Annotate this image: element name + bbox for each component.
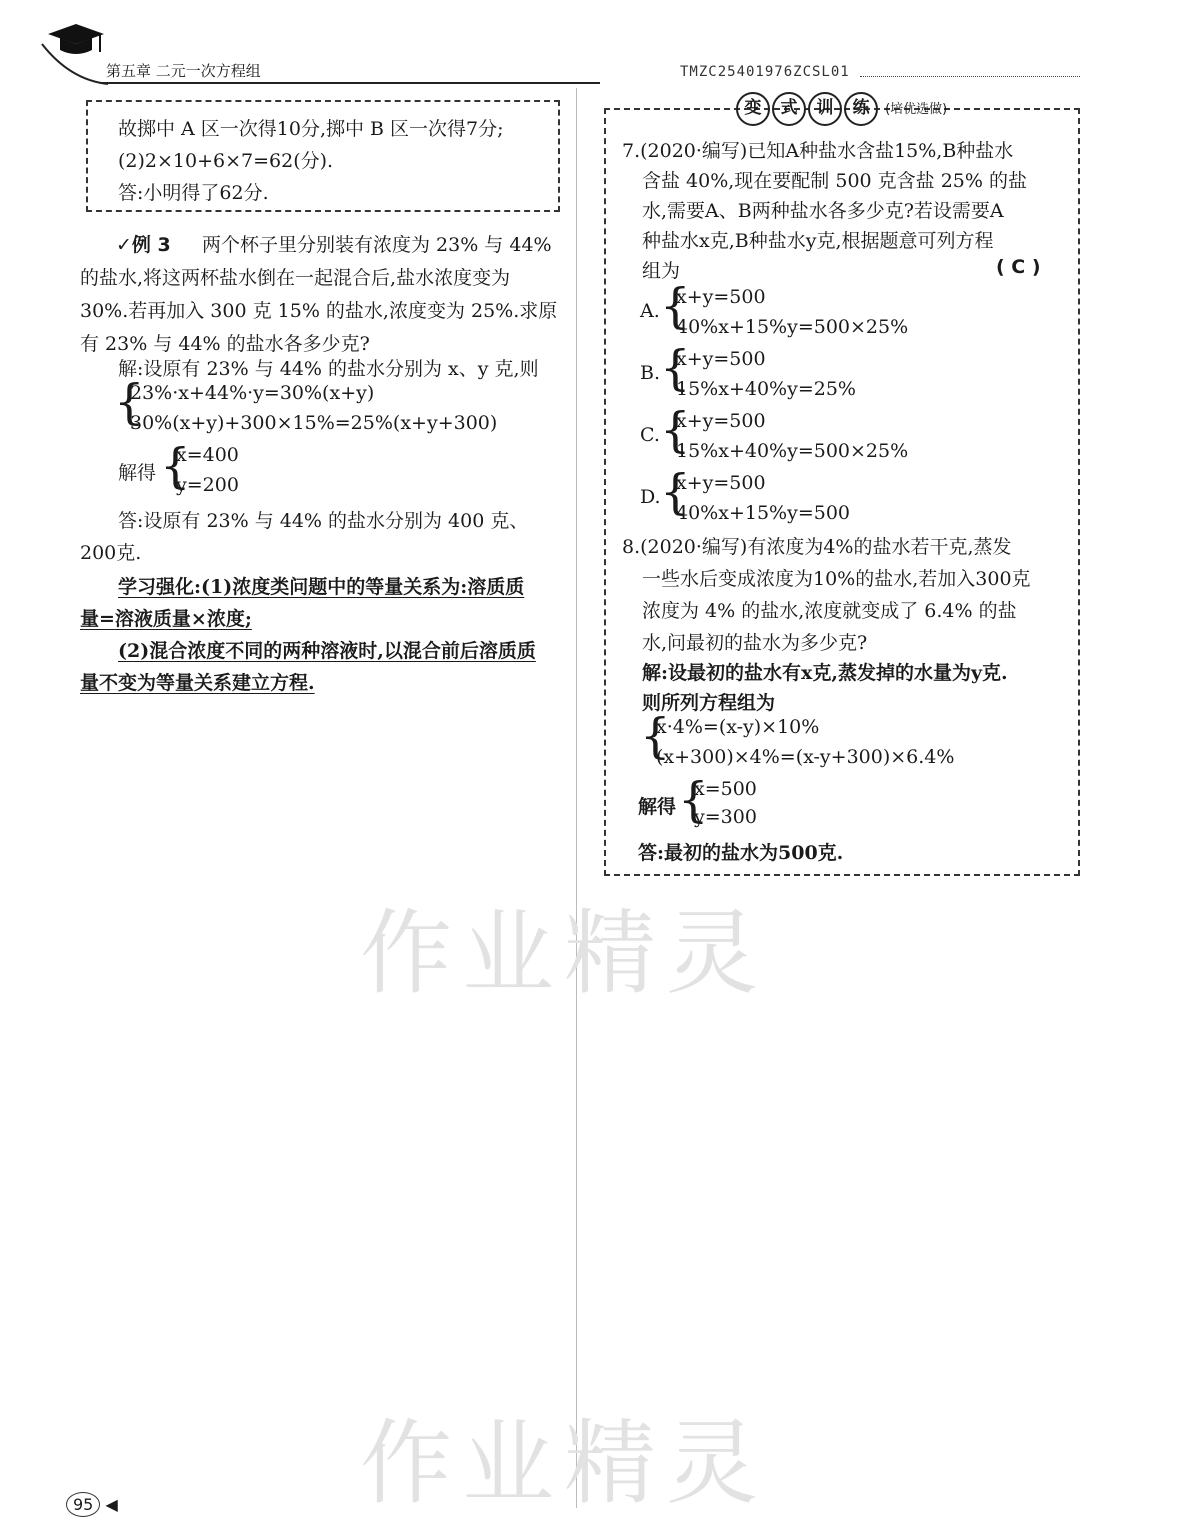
q8-eq: x·4%=(x-y)×10%: [656, 716, 820, 738]
option-label: A.: [640, 300, 660, 322]
q8-solve-label: 解得: [638, 796, 677, 818]
badge-char: 式: [772, 92, 806, 126]
watermark: 作业精灵: [360, 900, 769, 1007]
header-rule: [100, 82, 600, 84]
q7-line: 组为: [642, 260, 681, 282]
box-line: 答:小明得了62分.: [118, 182, 269, 204]
watermark: 作业精灵: [360, 1410, 769, 1517]
q8-line: 浓度为 4% 的盐水,浓度就变成了 6.4% 的盐: [642, 600, 1017, 622]
column-divider: [576, 88, 577, 1508]
q7-line: 含盐 40%,现在要配制 500 克含盐 25% 的盐: [642, 170, 1027, 192]
badge-char: 变: [736, 92, 770, 126]
option-brace: {: [660, 340, 691, 396]
q8-solve-brace: {: [678, 772, 709, 828]
option-brace: {: [660, 402, 691, 458]
option-eq: 15%x+40%y=500×25%: [676, 440, 909, 462]
example-line: 的盐水,将这两杯盐水倒在一起混合后,盐水浓度变为: [80, 267, 511, 289]
q8-line: 8.(2020·编写)有浓度为4%的盐水若干克,蒸发: [622, 536, 1012, 558]
badge-char: 练: [844, 92, 878, 126]
variant-training-badge: [736, 92, 947, 126]
q8-line: 一些水后变成浓度为10%的盐水,若加入300克: [642, 568, 1031, 590]
q8-answer: 答:最初的盐水为500克.: [638, 842, 844, 864]
option-eq: x+y=500: [676, 472, 766, 494]
chapter-title: 第五章 二元一次方程组: [106, 62, 261, 80]
q7-line: 水,需要A、B两种盐水各多少克?若设需要A: [642, 200, 1004, 222]
solution-intro: 解:设原有 23% 与 44% 的盐水分别为 x、y 克,则: [118, 358, 539, 380]
example-line: 30%.若再加入 300 克 15% 的盐水,浓度变为 25%.求原: [80, 300, 558, 322]
q7-line: 种盐水x克,B种盐水y克,根据题意可列方程: [642, 230, 994, 252]
q8-solution-line: 则所列方程组为: [642, 692, 776, 714]
badge-note: (培优选做): [885, 102, 948, 117]
box-line: (2)2×10+6×7=62(分).: [118, 150, 334, 172]
q8-line: 水,问最初的盐水为多少克?: [642, 632, 868, 654]
option-label: C.: [640, 424, 660, 446]
q8-solution-line: 解:设最初的盐水有x克,蒸发掉的水量为y克.: [642, 662, 1008, 684]
page-arrow-icon: ◀: [105, 1495, 118, 1514]
option-brace: {: [660, 278, 691, 334]
page-number: [66, 1492, 118, 1517]
strengthen-line: 量不变为等量关系建立方程.: [80, 672, 315, 694]
q8-solve-eq: y=300: [694, 806, 757, 828]
system-eq: 23%·x+44%·y=30%(x+y): [130, 382, 375, 404]
solve-brace: {: [160, 438, 191, 494]
option-eq: x+y=500: [676, 410, 766, 432]
answer-line: 200克.: [80, 542, 142, 564]
strengthen-line: 学习强化:(1)浓度类问题中的等量关系为:溶质质: [118, 576, 525, 598]
q8-system-brace: {: [640, 708, 671, 764]
option-label: B.: [640, 362, 661, 384]
option-eq: 40%x+15%y=500: [676, 502, 851, 524]
strengthen-line: (2)混合浓度不同的两种溶液时,以混合前后溶质质: [118, 640, 536, 662]
example-line: 有 23% 与 44% 的盐水各多少克?: [80, 333, 370, 355]
header-swoosh: [40, 40, 110, 86]
solve-eq: y=200: [176, 474, 239, 496]
example-label: ✓例 3: [116, 234, 171, 256]
option-brace: {: [660, 464, 691, 520]
q8-solve-eq: x=500: [694, 778, 757, 800]
option-eq: 15%x+40%y=25%: [676, 378, 856, 400]
option-label: D.: [640, 486, 661, 508]
box-line: 故掷中 A 区一次得10分,掷中 B 区一次得7分;: [118, 118, 504, 140]
option-eq: x+y=500: [676, 286, 766, 308]
option-eq: x+y=500: [676, 348, 766, 370]
option-eq: 40%x+15%y=500×25%: [676, 316, 909, 338]
badge-char: 训: [808, 92, 842, 126]
example-line: 两个杯子里分别装有浓度为 23% 与 44%: [202, 234, 552, 256]
system-eq: 30%(x+y)+300×15%=25%(x+y+300): [130, 412, 498, 434]
q7-line: 7.(2020·编写)已知A种盐水含盐15%,B种盐水: [622, 140, 1014, 162]
page-number-value: 95: [66, 1492, 100, 1517]
answer-line: 答:设原有 23% 与 44% 的盐水分别为 400 克、: [118, 510, 529, 532]
book-code: TMZC25401976ZCSL01: [680, 64, 850, 80]
solve-eq: x=400: [176, 444, 239, 466]
q7-answer: ( C ): [996, 256, 1041, 278]
header-rule-right: [860, 76, 1080, 77]
q8-eq: (x+300)×4%=(x-y+300)×6.4%: [656, 746, 955, 768]
solve-label: 解得: [118, 462, 157, 484]
system-brace: {: [114, 374, 145, 430]
strengthen-line: 量=溶液质量×浓度;: [80, 608, 252, 630]
